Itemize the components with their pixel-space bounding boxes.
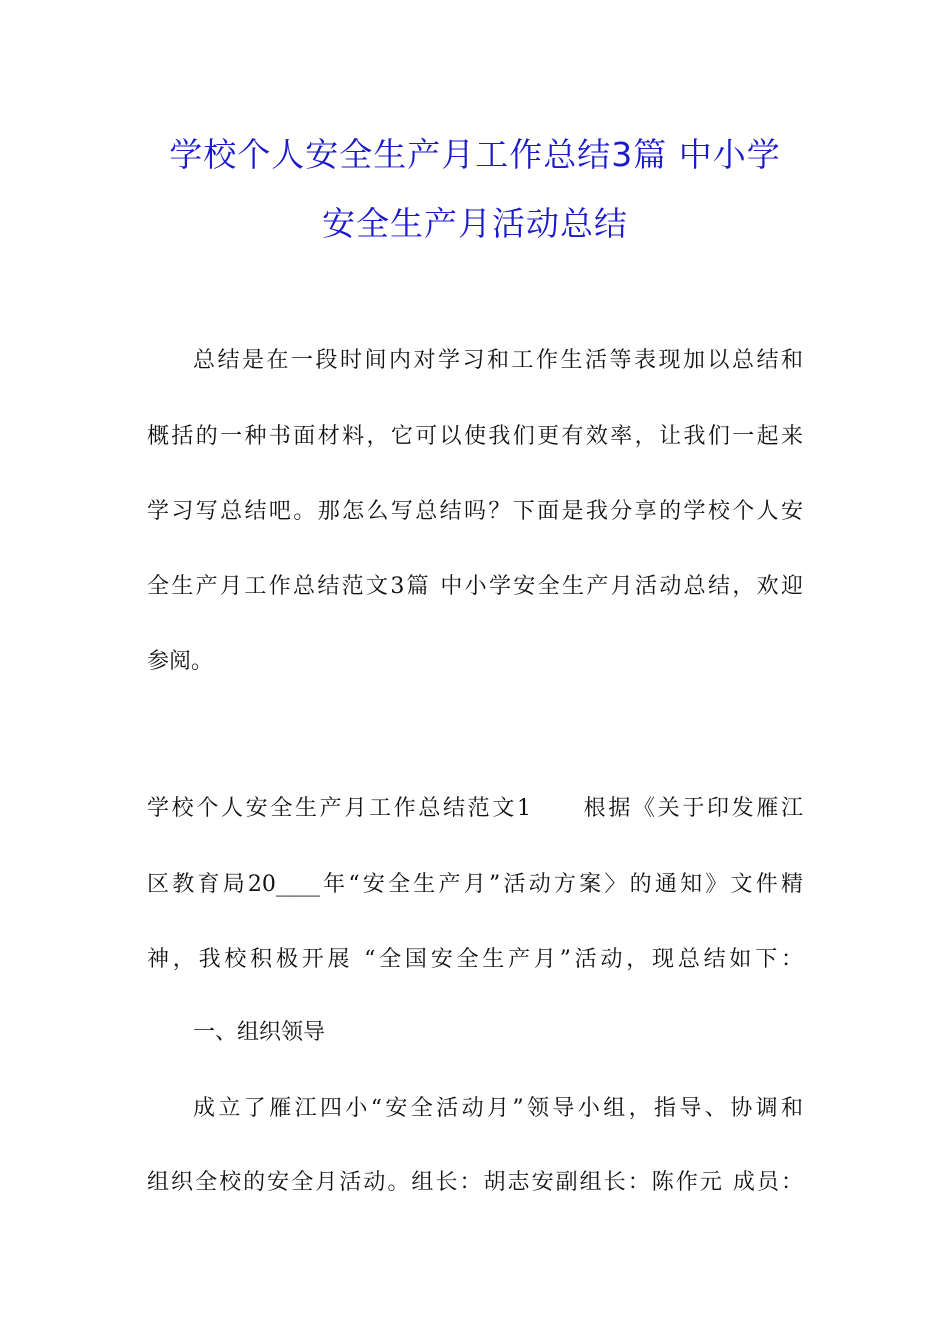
section-first-line (147, 798, 803, 820)
section-line-2: 区教育局20____年“安全生产月”活动方案〉的通知》文件精 (147, 872, 803, 897)
intro-line-1: 总结是在一段时间内对学习和工作生活等表现加以总结和 (193, 348, 803, 373)
section-line-3: 神，我校积极开展 “全国安全生产月”活动，现总结如下： (147, 947, 803, 972)
section-line-1-rest: 根据《关于印发雁江 (581, 796, 803, 821)
section-heading: 学校个人安全生产月工作总结范文1 (147, 796, 531, 821)
intro-line-5: 参阅。 (147, 649, 214, 674)
body-line-2: 组织全校的安全月活动。组长：胡志安副组长：陈作元 成员： (147, 1170, 803, 1195)
intro-line-4: 全生产月工作总结范文3篇 中小学安全生产月活动总结，欢迎 (147, 574, 803, 599)
body-line-1: 成立了雁江四小“安全活动月”领导小组，指导、协调和 (193, 1096, 803, 1121)
document-title-line-1: 学校个人安全生产月工作总结3篇 中小学 (169, 135, 781, 174)
document-title-line-2: 安全生产月活动总结 (322, 204, 628, 243)
subheading-organization: 一、组织领导 (193, 1020, 326, 1045)
intro-line-2: 概括的一种书面材料，它可以使我们更有效率，让我们一起来 (147, 424, 803, 449)
intro-line-3: 学习写总结吧。那怎么写总结吗？下面是我分享的学校个人安 (147, 499, 803, 524)
